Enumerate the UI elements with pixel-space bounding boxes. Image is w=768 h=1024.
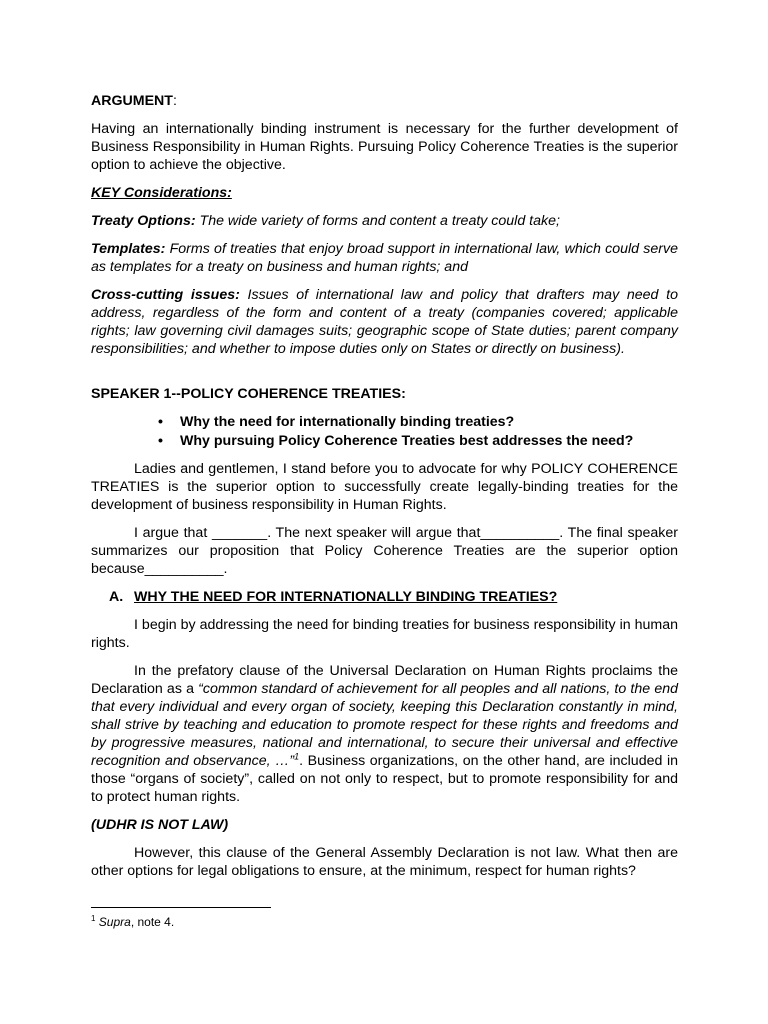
- footnote-ref[interactable]: 1: [294, 751, 300, 762]
- footnote-divider: [91, 907, 271, 908]
- key-considerations-heading: KEY Considerations:: [91, 185, 232, 201]
- consideration-cross-cutting: Cross-cutting issues: Issues of international law and policy that drafters may need to address, regardless of the form and content of a treaty (companies covered; applicable rights; law governing civil damages suits; geographic scope of State duties; parent company responsibilities; and whether to impose duties only on States or directly on business).: [91, 287, 678, 357]
- speaker1-questions: [91, 413, 678, 450]
- udhr-heading: (UDHR IS NOT LAW): [91, 817, 229, 833]
- footnote: $^1$ Supra, note 4.: [91, 914, 175, 929]
- list-item: • Why pursuing Policy Coherence Treaties best addresses the need?: [180, 432, 678, 450]
- section-a-paragraph-1: I begin by addressing the need for binding treaties for business responsibility in human rights.: [91, 617, 678, 651]
- document-page: [91, 90, 678, 880]
- list-item: • Why the need for internationally binding treaties?: [180, 413, 678, 431]
- section-a-paragraph-3: However, this clause of the General Assembly Declaration is not law. What then are other options for legal obligations to ensure, at the minimum, respect for human rights?: [91, 845, 678, 879]
- consideration-treaty-options: Treaty Options: The wide variety of forms and content a treaty could take;: [91, 213, 560, 229]
- speaker1-intro: Ladies and gentlemen, I stand before you to advocate for why POLICY COHERENCE TREATIES is the superior option to successfully create legally-binding treaties for the development of business responsibility in Human Rights.: [91, 461, 678, 513]
- section-a-paragraph-2: In the prefatory clause of the Universal Declaration on Human Rights proclaims the Declaration as a “common standard of achievement for all peoples and all nations, to the end that every individual and every organ of society, keeping this Declaration constantly in mind, shall strive by teaching and education to promote respect for these rights and freedoms and by progressive measures, national and international, to secure their universal and effective recognition and observance, …”$^1$. Business organizations, on the other hand, are included in those “organs of society”, called on not only to respect, but to promote responsibility for and to protect human rights.: [91, 663, 678, 805]
- section-a-heading: A. WHY THE NEED FOR INTERNATIONALLY BINDING TREATIES?: [109, 589, 558, 605]
- argument-text: Having an internationally binding instrument is necessary for the further development of Business Responsibility in Human Rights. Pursuing Policy Coherence Treaties is the superior option to achieve the objective.: [91, 121, 678, 173]
- speaker1-heading: SPEAKER 1--POLICY COHERENCE TREATIES:: [91, 386, 406, 402]
- consideration-templates: Templates: Forms of treaties that enjoy broad support in international law, which could serve as templates for a treaty on business and human rights; and: [91, 241, 678, 275]
- argument-heading: ARGUMENT:: [91, 93, 177, 109]
- speaker1-argue: I argue that _______. The next speaker will argue that__________. The final speaker summarizes our proposition that Policy Coherence Treaties are the superior option because__________.: [91, 525, 678, 577]
